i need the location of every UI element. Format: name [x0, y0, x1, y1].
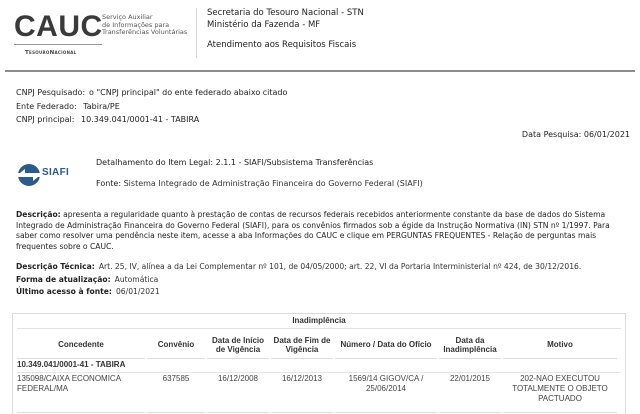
table-caption: Inadimplência	[292, 316, 346, 325]
forma-atualizacao-label: Forma de atualização:	[16, 274, 111, 284]
item-legal-label: Detalhamento do Item Legal:	[96, 158, 214, 167]
siafi-logo-text: SIAFI	[42, 167, 70, 178]
ente-federado-value: Tabira/PE	[83, 101, 120, 111]
search-info	[16, 86, 287, 127]
logo-divider	[14, 44, 102, 45]
cauc-subtitle-line: Serviço Auxiliar	[102, 13, 153, 21]
header-rule	[5, 70, 635, 72]
ente-federado-label: Ente Federado:	[16, 101, 77, 111]
ultimo-acesso-label: Último acesso à fonte:	[16, 287, 112, 296]
column-header-convenio: Convênio	[147, 332, 205, 359]
header-separator	[196, 8, 197, 58]
descricao	[16, 210, 632, 252]
descricao-tecnica-label: Descrição Técnica:	[16, 262, 95, 271]
fonte-value: Sistema Integrado de Administração Financeira do Governo Federal (SIAFI)	[123, 179, 423, 188]
column-header-data-inadimplencia: Data da Inadimplência	[439, 332, 501, 359]
ultimo-acesso-value: 06/01/2021	[115, 287, 160, 296]
item-legal-title	[96, 158, 373, 167]
forma-atualizacao-value: Automática	[114, 274, 159, 284]
cauc-logo	[12, 10, 192, 58]
cauc-logo-subtitle	[102, 14, 187, 37]
column-header-oficio: Número / Data do Ofício	[335, 332, 437, 359]
header-ministerio: Ministério da Fazenda - MF	[207, 20, 321, 30]
cnpj-pesquisado-value: o "CNPJ principal" do ente federado abaixo citado	[89, 88, 288, 97]
data-pesquisa-label: Data Pesquisa:	[521, 130, 582, 139]
cell-concedente: 135098/CAIXA ECONOMICA FEDERAL/MA	[17, 374, 145, 413]
siafi-globe-icon	[16, 162, 42, 188]
item-metadata	[16, 261, 581, 299]
column-header-motivo: Motivo	[503, 332, 617, 359]
header-org-lines	[207, 7, 364, 51]
data-pesquisa-value: 06/01/2021	[583, 130, 630, 139]
caption-rule	[17, 328, 621, 329]
table-group-row: 10.349.041/0001-41 - TABIRA	[17, 360, 621, 373]
cell-data-inadimplencia: 22/01/2015	[439, 374, 501, 413]
inadimplencia-table	[12, 313, 626, 414]
siafi-logo	[16, 162, 72, 188]
cnpj-principal-value: 10.349.041/0001-41 - TABIRA	[81, 115, 200, 124]
column-header-inicio-vigencia: Data de Início de Vigência	[207, 332, 269, 359]
cell-fim-vigencia: 16/12/2013	[271, 374, 333, 413]
cell-convenio: 637585	[147, 374, 205, 413]
cauc-logo-word: CAUC	[14, 10, 103, 43]
item-legal-value: 2.1.1 - SIAFI/Subsistema Transferências	[215, 158, 374, 167]
fonte-label: Fonte:	[96, 179, 122, 188]
cell-oficio: 1569/14 GIGOV/CA / 25/06/2014	[335, 374, 437, 413]
column-header-fim-vigencia: Data de Fim de Vigência	[271, 332, 333, 359]
cnpj-pesquisado-label: CNPJ Pesquisado:	[16, 88, 86, 97]
cnpj-principal-label: CNPJ principal:	[16, 115, 75, 124]
header-secretaria: Secretaria do Tesouro Nacional - STN	[207, 8, 364, 18]
descricao-label: Descrição:	[16, 210, 61, 219]
cauc-subtitle-line: de Informações para	[102, 20, 170, 29]
cell-motivo: 202-NAO EXECUTOU TOTALMENTE O OBJETO PACTUADO	[503, 374, 617, 413]
column-header-concedente: Concedente	[17, 332, 145, 359]
cauc-subtitle-line: Transferências Voluntárias	[102, 28, 188, 36]
descricao-tecnica-value: Art. 25, IV, alínea a da Lei Complementar nº 101, de 04/05/2000; art. 22, VI da Portaria Interministerial nº 424, de 30/12/2016.	[98, 262, 582, 271]
fonte	[96, 179, 423, 188]
tesouro-nacional-label: TesouroNacional	[25, 50, 77, 56]
cell-inicio-vigencia: 16/12/2008	[207, 374, 269, 413]
data-pesquisa	[522, 130, 630, 139]
header-atendimento: Atendimento aos Requisitos Fiscais	[207, 40, 357, 50]
descricao-text: apresenta a regularidade quanto à prestação de contas de recursos federais recebidos anteriormente constante da base de dados do Sistema Integrado de Administração Financeira do Governo Federal (SIAFI), para os convênios firmados sob a égide da Instrução Normativa (IN) STN nº 1/1997. Para saber como resolver uma pendência neste item, acesse a aba Informações do CAUC e clique em PERGUNTAS FREQUENTES - Relação de perguntas mais frequentes sobre o CAUC.	[16, 210, 610, 251]
document-header	[0, 0, 640, 62]
